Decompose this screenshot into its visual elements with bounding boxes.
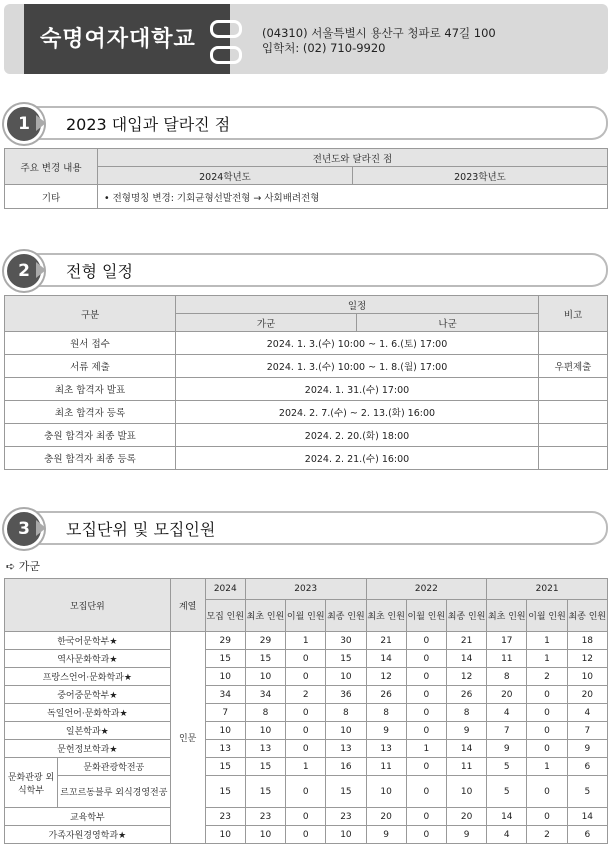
quota-cell: 10 <box>567 668 607 686</box>
quota-cell: 0 <box>406 826 446 844</box>
row-note: 우편제출 <box>539 355 608 378</box>
quota-cell: 30 <box>326 632 366 650</box>
row-note <box>539 424 608 447</box>
col-schedule-header: 일정 <box>176 296 539 314</box>
row-date: 2024. 1. 3.(수) 10:00 ~ 1. 8.(월) 17:00 <box>176 355 539 378</box>
arrow-right-icon <box>36 115 46 131</box>
arrow-right-icon <box>36 262 46 278</box>
quota-cell: 12 <box>446 668 486 686</box>
quota-cell: 20 <box>567 686 607 704</box>
quota-cell: 12 <box>366 668 406 686</box>
section-number-badge: 2 <box>4 251 44 291</box>
arrow-right-icon: ➪ <box>6 560 16 573</box>
year-header: 2024 <box>205 579 245 600</box>
quota-cell: 10 <box>245 722 285 740</box>
quota-cell: 0 <box>406 650 446 668</box>
table-row <box>5 332 608 355</box>
quota-cell: 15 <box>205 650 245 668</box>
quota-cell: 2 <box>527 668 567 686</box>
quota-cell: 21 <box>366 632 406 650</box>
address-text: (04310) 서울특별시 용산구 청파로 47길 100 <box>262 26 496 40</box>
quota-cell: 1 <box>527 632 567 650</box>
unit-label: 프랑스언어·문화학과★ <box>5 668 171 686</box>
quota-cell: 20 <box>487 686 527 704</box>
table-row <box>5 378 608 401</box>
quota-cell: 10 <box>326 826 366 844</box>
quota-cell: 1 <box>406 740 446 758</box>
row-date: 2024. 2. 21.(수) 16:00 <box>176 447 539 470</box>
unit-label: 문화관광학전공 <box>58 758 171 776</box>
quota-cell: 26 <box>446 686 486 704</box>
quota-cell: 9 <box>487 740 527 758</box>
quota-cell: 0 <box>286 650 326 668</box>
quota-cell: 10 <box>326 668 366 686</box>
section-title: 전형 일정 <box>66 262 133 281</box>
quota-cell: 23 <box>326 808 366 826</box>
quota-cell: 15 <box>245 776 285 808</box>
year-header: 2021 <box>487 579 608 600</box>
quota-cell: 1 <box>527 758 567 776</box>
quota-cell: 8 <box>245 704 285 722</box>
quota-cell: 7 <box>205 704 245 722</box>
quota-cell: 8 <box>366 704 406 722</box>
quota-cell: 0 <box>286 704 326 722</box>
track-value: 인문 <box>170 632 205 844</box>
quota-cell: 15 <box>245 758 285 776</box>
col-main-header: 주요 변경 내용 <box>5 149 98 185</box>
row-date: 2024. 2. 7.(수) ~ 2. 13.(화) 16:00 <box>176 401 539 424</box>
row-date: 2024. 1. 3.(수) 10:00 ~ 1. 6.(토) 17:00 <box>176 332 539 355</box>
unit-label: 문헌정보학과★ <box>5 740 171 758</box>
quota-cell: 10 <box>446 776 486 808</box>
table-row <box>5 632 608 650</box>
quota-cell: 0 <box>406 776 446 808</box>
sub-header: 이월 인원 <box>406 600 446 632</box>
quota-cell: 0 <box>527 808 567 826</box>
quota-cell: 0 <box>406 722 446 740</box>
table-row <box>5 668 608 686</box>
quota-cell: 10 <box>326 722 366 740</box>
quota-cell: 7 <box>487 722 527 740</box>
quota-cell: 15 <box>205 758 245 776</box>
sub-header: 최종 인원 <box>326 600 366 632</box>
quota-cell: 21 <box>446 632 486 650</box>
row-date: 2024. 2. 20.(화) 18:00 <box>176 424 539 447</box>
quota-cell: 14 <box>446 740 486 758</box>
sub-header: 최종 인원 <box>567 600 607 632</box>
row-note <box>539 401 608 424</box>
table-row <box>5 808 608 826</box>
quota-cell: 0 <box>406 686 446 704</box>
quota-cell: 6 <box>567 826 607 844</box>
quota-cell: 29 <box>245 632 285 650</box>
quota-cell: 13 <box>326 740 366 758</box>
col-ga-header: 가군 <box>176 314 357 332</box>
section-number-badge: 1 <box>4 104 44 144</box>
quota-cell: 0 <box>527 704 567 722</box>
quota-cell: 1 <box>286 758 326 776</box>
quota-table <box>4 578 608 844</box>
quota-cell: 5 <box>487 776 527 808</box>
table-row <box>5 722 608 740</box>
row-label: 기타 <box>5 185 98 209</box>
sub-header: 최초 인원 <box>487 600 527 632</box>
unit-label: 독일언어·문화학과★ <box>5 704 171 722</box>
year-header: 2023 <box>245 579 366 600</box>
col-na-header: 나군 <box>357 314 539 332</box>
sub-header: 최종 인원 <box>446 600 486 632</box>
row-note <box>539 447 608 470</box>
table-row <box>5 650 608 668</box>
sub-header: 이월 인원 <box>286 600 326 632</box>
quota-cell: 0 <box>527 740 567 758</box>
section-title: 2023 대입과 달라진 점 <box>66 115 231 134</box>
unit-label: 중어중문학부★ <box>5 686 171 704</box>
unit-label: 르꼬르동블루 외식경영전공 <box>58 776 171 808</box>
quota-cell: 20 <box>446 808 486 826</box>
col-category-header: 구분 <box>5 296 176 332</box>
section-heading-3 <box>4 511 608 545</box>
col-group-header: 전년도와 달라진 점 <box>98 149 608 167</box>
quota-cell: 5 <box>487 758 527 776</box>
quota-cell: 2 <box>286 686 326 704</box>
quota-cell: 8 <box>446 704 486 722</box>
quota-cell: 34 <box>245 686 285 704</box>
unit-label: 한국어문학부★ <box>5 632 171 650</box>
changes-table <box>4 148 608 209</box>
quota-cell: 23 <box>205 808 245 826</box>
quota-cell: 15 <box>205 776 245 808</box>
quota-subtitle <box>6 558 40 574</box>
quota-cell: 0 <box>286 808 326 826</box>
quota-cell: 9 <box>567 740 607 758</box>
quota-cell: 36 <box>326 686 366 704</box>
row-label: 충원 합격자 최종 발표 <box>5 424 176 447</box>
quota-cell: 18 <box>567 632 607 650</box>
quota-cell: 1 <box>527 650 567 668</box>
row-text: • 전형명칭 변경: 기회균형선발전형 → 사회배려전형 <box>98 185 608 209</box>
quota-cell: 17 <box>487 632 527 650</box>
quota-cell: 0 <box>527 722 567 740</box>
row-date: 2024. 1. 31.(수) 17:00 <box>176 378 539 401</box>
quota-cell: 11 <box>366 758 406 776</box>
unit-label: 가족자원경영학과★ <box>5 826 171 844</box>
quota-cell: 6 <box>567 758 607 776</box>
quota-cell: 14 <box>446 650 486 668</box>
quota-cell: 0 <box>406 758 446 776</box>
quota-cell: 4 <box>487 826 527 844</box>
row-label: 최초 합격자 발표 <box>5 378 176 401</box>
row-label: 최초 합격자 등록 <box>5 401 176 424</box>
quota-cell: 15 <box>326 776 366 808</box>
quota-cell: 5 <box>567 776 607 808</box>
quota-cell: 0 <box>527 776 567 808</box>
header-contact <box>262 26 496 56</box>
university-name: 숙명여자대학교 <box>40 27 196 52</box>
quota-cell: 15 <box>326 650 366 668</box>
quota-cell: 0 <box>527 686 567 704</box>
sub-header: 최초 인원 <box>245 600 285 632</box>
quota-cell: 11 <box>487 650 527 668</box>
quota-cell: 9 <box>366 722 406 740</box>
table-row <box>5 424 608 447</box>
quota-cell: 8 <box>326 704 366 722</box>
quota-cell: 29 <box>205 632 245 650</box>
year-header: 2022 <box>366 579 487 600</box>
table-row <box>5 758 608 776</box>
sub-header: 이월 인원 <box>527 600 567 632</box>
arrow-right-icon <box>36 520 46 536</box>
quota-cell: 10 <box>205 668 245 686</box>
col-track-header: 계열 <box>170 579 205 632</box>
quota-cell: 14 <box>487 808 527 826</box>
quota-cell: 14 <box>567 808 607 826</box>
group-label: 문화관광 외식학부 <box>5 758 58 808</box>
quota-cell: 20 <box>366 808 406 826</box>
quota-cell: 34 <box>205 686 245 704</box>
section-title: 모집단위 및 모집인원 <box>66 520 216 539</box>
quota-cell: 4 <box>567 704 607 722</box>
binder-ring-icon <box>210 20 242 38</box>
quota-cell: 11 <box>446 758 486 776</box>
quota-cell: 0 <box>406 668 446 686</box>
section-number-badge: 3 <box>4 509 44 549</box>
quota-cell: 16 <box>326 758 366 776</box>
table-row <box>5 355 608 378</box>
quota-cell: 10 <box>205 826 245 844</box>
quota-cell: 10 <box>205 722 245 740</box>
quota-cell: 0 <box>286 826 326 844</box>
binder-ring-icon <box>210 46 242 64</box>
table-row <box>5 740 608 758</box>
quota-cell: 10 <box>245 826 285 844</box>
table-row <box>5 826 608 844</box>
quota-cell: 9 <box>366 826 406 844</box>
quota-cell: 9 <box>446 722 486 740</box>
quota-cell: 23 <box>245 808 285 826</box>
quota-cell: 0 <box>286 668 326 686</box>
quota-cell: 0 <box>286 776 326 808</box>
schedule-table <box>4 295 608 470</box>
quota-cell: 0 <box>406 808 446 826</box>
col-2024-header: 2024학년도 <box>98 167 353 185</box>
quota-cell: 0 <box>286 740 326 758</box>
quota-cell: 2 <box>527 826 567 844</box>
phone-text: 입학처: (02) 710-9920 <box>262 41 386 55</box>
row-label: 서류 제출 <box>5 355 176 378</box>
subtitle-text: 가군 <box>18 560 40 573</box>
table-row <box>5 686 608 704</box>
table-row <box>5 447 608 470</box>
quota-cell: 9 <box>446 826 486 844</box>
quota-cell: 10 <box>245 668 285 686</box>
quota-cell: 13 <box>245 740 285 758</box>
row-note <box>539 378 608 401</box>
quota-cell: 26 <box>366 686 406 704</box>
quota-cell: 0 <box>286 722 326 740</box>
quota-cell: 8 <box>487 668 527 686</box>
col-unit-header: 모집단위 <box>5 579 171 632</box>
table-row <box>5 704 608 722</box>
col-note-header: 비고 <box>539 296 608 332</box>
row-label: 충원 합격자 최종 등록 <box>5 447 176 470</box>
section-heading-2 <box>4 253 608 287</box>
quota-cell: 7 <box>567 722 607 740</box>
quota-cell: 13 <box>366 740 406 758</box>
table-row <box>5 776 608 808</box>
unit-label: 일본학과★ <box>5 722 171 740</box>
quota-cell: 10 <box>366 776 406 808</box>
row-note <box>539 332 608 355</box>
table-row <box>5 401 608 424</box>
quota-cell: 13 <box>205 740 245 758</box>
col-2023-header: 2023학년도 <box>353 167 608 185</box>
unit-label: 역사문화학과★ <box>5 650 171 668</box>
quota-cell: 1 <box>286 632 326 650</box>
quota-cell: 4 <box>487 704 527 722</box>
sub-header: 모집 인원 <box>205 600 245 632</box>
quota-cell: 0 <box>406 704 446 722</box>
quota-cell: 14 <box>366 650 406 668</box>
unit-label: 교육학부 <box>5 808 171 826</box>
sub-header: 최초 인원 <box>366 600 406 632</box>
section-heading-1 <box>4 106 608 140</box>
quota-cell: 12 <box>567 650 607 668</box>
quota-cell: 15 <box>245 650 285 668</box>
quota-cell: 0 <box>406 632 446 650</box>
row-label: 원서 접수 <box>5 332 176 355</box>
